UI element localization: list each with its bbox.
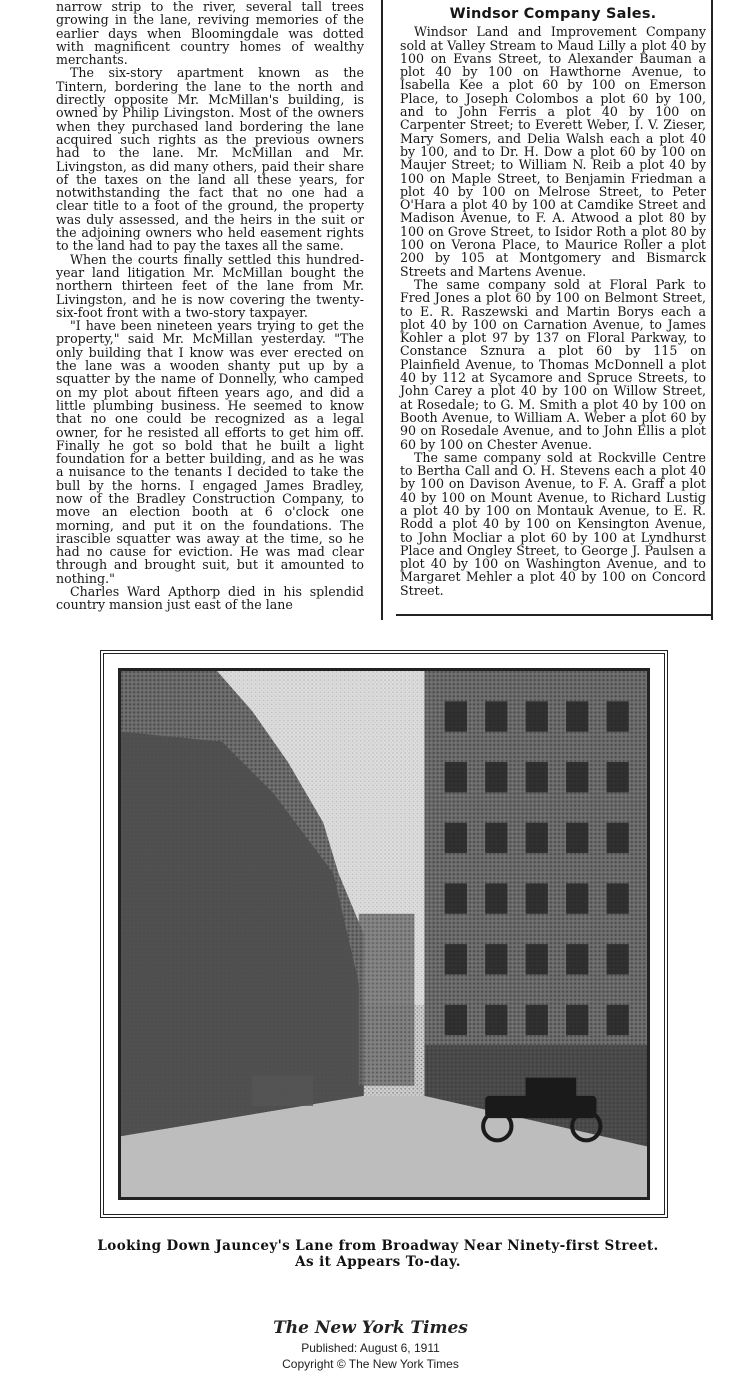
photo-caption [58, 1238, 698, 1270]
paragraph: The same company sold at Floral Park to Fred Jones a plot 60 by 100 on Belmont Street, to E. R. Raszewski and Martin Borys each a plot 40 by 100 on Carnation Avenue, to James Kohler a plot 97 by 137 on Floral Parkway, to Constance Sznura a plot 60 by 115 on Plainfield Avenue, to Thomas McDonnell a plot 40 by 112 at Sycamore and Spruce Streets, to John Carey a plot 40 by 100 on Willow Street, at Rosedale; to G. M. Smith a plot 40 by 100 on Booth Avenue, to William A. Weber a plot 60 by 90 on Rosedale Avenue, and to John Ellis a plot 60 by 100 on Chester Avenue. [400, 276, 706, 452]
paragraph: Charles Ward Apthorp died in his splendid country mansion just east of the lane [56, 584, 364, 613]
paragraph: "I have been nineteen years trying to get the property," said Mr. McMillan yesterday. "The only building that I know was ever erected on the lane was a wooden shanty put up by a squatter by the name of Donnelly, who camped on my plot about fifteen years ago, and did a little plumbing business. He seemed to know that no one could be recognized as a legal owner, for he resisted all efforts to get him off. Finally he got so bold that he built a light foundation for a better building, and as he was a nuisance to the tenants I decided to take the bull by the horns. I engaged James Bradley, now of the Bradley Construction Company, to move an election booth at 6 o'clock one morning, and put it on the foundations. The irascible squatter was away at the time, so he had no cause for eviction. He was mad clear through and brought suit, but it amounted to nothing." [56, 318, 364, 586]
article-left-column [56, 0, 364, 612]
published-date: Published: August 6, 1911 [301, 1341, 440, 1355]
article-right-column [400, 8, 706, 597]
paragraph: narrow strip to the river, several tall trees growing in the lane, reviving memories of the earlier days when Bloomingdale was dotted with magnificent country homes of wealthy merchants. [56, 0, 364, 68]
column-divider-right [711, 0, 713, 620]
street-photo-image [121, 671, 647, 1197]
paragraph: The six-story apartment known as the Tintern, bordering the lane to the north and directly opposite Mr. McMillan's building, is owned by Philip Livingston. Most of the owners when they purchased land bordering the lane acquired such rights as the previous owners had to the lane. Mr. McMillan and Mr. Livingston, as did many others, paid their share of the taxes on the land all these years, for notwithstanding the fact that no one had a clear title to a foot of the ground, the property was duly assessed, and the heirs in the suit or the adjoining owners who held easement rights to the land had to pay the taxes all the same. [56, 65, 364, 254]
caption-line-1: Looking Down Jauncey's Lane from Broadway Near Ninety-first Street. [97, 1238, 659, 1254]
paragraph: When the courts finally settled this hundred-year land litigation Mr. McMillan bought the northern thirteen feet of the lane from Mr. Livingston, and he is now covering the twenty-six-foot front with a two-story taxpayer. [56, 251, 364, 320]
photo-frame [100, 650, 668, 1218]
copyright-notice: Copyright © The New York Times [282, 1357, 459, 1371]
street-photo [118, 668, 650, 1200]
column-divider [381, 0, 383, 620]
nyt-logo: The New York Times [273, 1318, 468, 1338]
section-heading: Windsor Company Sales. [449, 6, 657, 22]
section-underline [396, 614, 712, 616]
caption-line-2: As it Appears To-day. [295, 1254, 461, 1270]
paragraph: The same company sold at Rockville Centre to Bertha Call and O. H. Stevens each a plot 40 by 100 on Davison Avenue, to F. A. Graff a plot 40 by 100 on Mount Avenue, to Richard Lustig a plot 40 by 100 on Montauk Avenue, to E. R. Rodd a plot 40 by 100 on Kensington Avenue, to John Mocliar a plot 60 by 100 at Lyndhurst Place and Ongley Street, to George J. Paulsen a plot 40 by 100 on Washington Avenue, and to Margaret Mehler a plot 40 by 100 on Concord Street. [400, 449, 706, 598]
page-footer [0, 1316, 741, 1372]
paragraph: Windsor Land and Improvement Company sold at Valley Stream to Maud Lilly a plot 40 by 100 on Evans Street, to Alexander Bauman a plot 40 by 100 on Hawthorne Avenue, to Isabella Kee a plot 60 by 100 on Emerson Place, to Joseph Colombos a plot 60 by 100, and to John Ferris a plot 40 by 100 on Carpenter Street; to Everett Weber, I. V. Zieser, Mary Somers, and Delia Walsh each a plot 40 by 100, and to Dr. H. Dow a plot 60 by 100 on Maujer Street; to William N. Reib a plot 40 by 100 on Maple Street, to Benjamin Friedman a plot 40 by 100 on Melrose Street, to Peter O'Hara a plot 40 by 100 at Camdike Street and Madison Avenue, to F. A. Atwood a plot 80 by 100 on Grove Street, to Isidor Roth a plot 80 by 100 on Verona Place, to Maurice Roller a plot 200 by 105 at Montgomery and Bismarck Streets and Martens Avenue. [400, 24, 706, 279]
